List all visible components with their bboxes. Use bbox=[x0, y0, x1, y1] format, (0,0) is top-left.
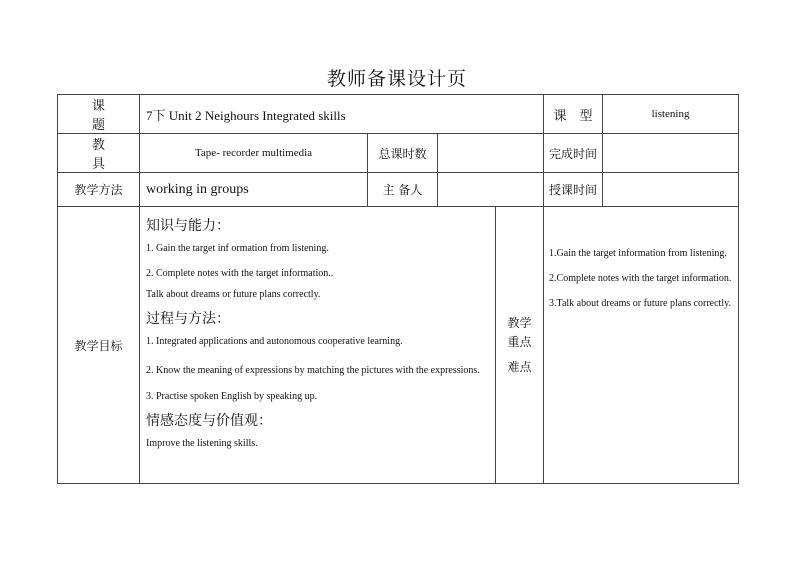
method-row bbox=[58, 173, 739, 207]
teach-time-value bbox=[603, 173, 739, 207]
type-value: listening bbox=[603, 95, 739, 134]
key-label-line: 难点 bbox=[507, 359, 532, 374]
goals-row bbox=[58, 207, 739, 484]
lead-value bbox=[438, 173, 544, 207]
periods-value bbox=[438, 134, 544, 173]
process-item: 1. Integrated applications and autonomous cooperative learning. bbox=[146, 336, 403, 347]
key-point: 1.Gain the target information from listening. bbox=[549, 248, 727, 259]
goals-content bbox=[140, 207, 496, 484]
key-points-label bbox=[496, 207, 544, 484]
method-label: 教学方法 bbox=[58, 173, 140, 207]
process-heading: 过程与方法： bbox=[146, 311, 230, 327]
key-point: 2.Complete notes with the target information. bbox=[549, 273, 732, 284]
lead-label: 主 备人 bbox=[368, 173, 438, 207]
knowledge-heading: 知识与能力： bbox=[146, 218, 230, 234]
done-time-value bbox=[603, 134, 739, 173]
topic-row bbox=[58, 95, 739, 134]
key-label-line: 教学 bbox=[507, 315, 532, 330]
tools-value: Tape- recorder multimedia bbox=[140, 134, 368, 173]
key-label-line: 重点 bbox=[507, 334, 532, 349]
knowledge-item: 2. Complete notes with the target information.. bbox=[146, 268, 334, 279]
done-time-label: 完成时间 bbox=[544, 134, 603, 173]
lesson-plan-table bbox=[57, 94, 739, 484]
type-label: 课 型 bbox=[544, 95, 603, 134]
periods-label: 总课时数 bbox=[368, 134, 438, 173]
knowledge-item: Talk about dreams or future plans correctly. bbox=[146, 289, 321, 300]
tools-label: 教 具 bbox=[58, 134, 140, 173]
topic-value: 7下 Unit 2 Neighours Integrated skills bbox=[140, 95, 544, 134]
emotion-item: Improve the listening skills. bbox=[146, 438, 258, 449]
goals-label: 教学目标 bbox=[58, 207, 140, 484]
key-points-content bbox=[544, 207, 739, 484]
teach-time-label: 授课时间 bbox=[544, 173, 603, 207]
tools-row bbox=[58, 134, 739, 173]
process-item: 2. Know the meaning of expressions by matching the pictures with the expressions. bbox=[146, 365, 480, 376]
method-value: working in groups bbox=[140, 173, 368, 207]
topic-label: 课 题 bbox=[58, 95, 140, 134]
process-item: 3. Practise spoken English by speaking up. bbox=[146, 391, 318, 402]
emotion-heading: 情感态度与价值观： bbox=[146, 413, 272, 429]
knowledge-item: 1. Gain the target inf ormation from listening. bbox=[146, 243, 329, 254]
key-point: 3.Talk about dreams or future plans correctly. bbox=[549, 298, 731, 309]
page-title: 教师备课设计页 bbox=[326, 68, 467, 90]
